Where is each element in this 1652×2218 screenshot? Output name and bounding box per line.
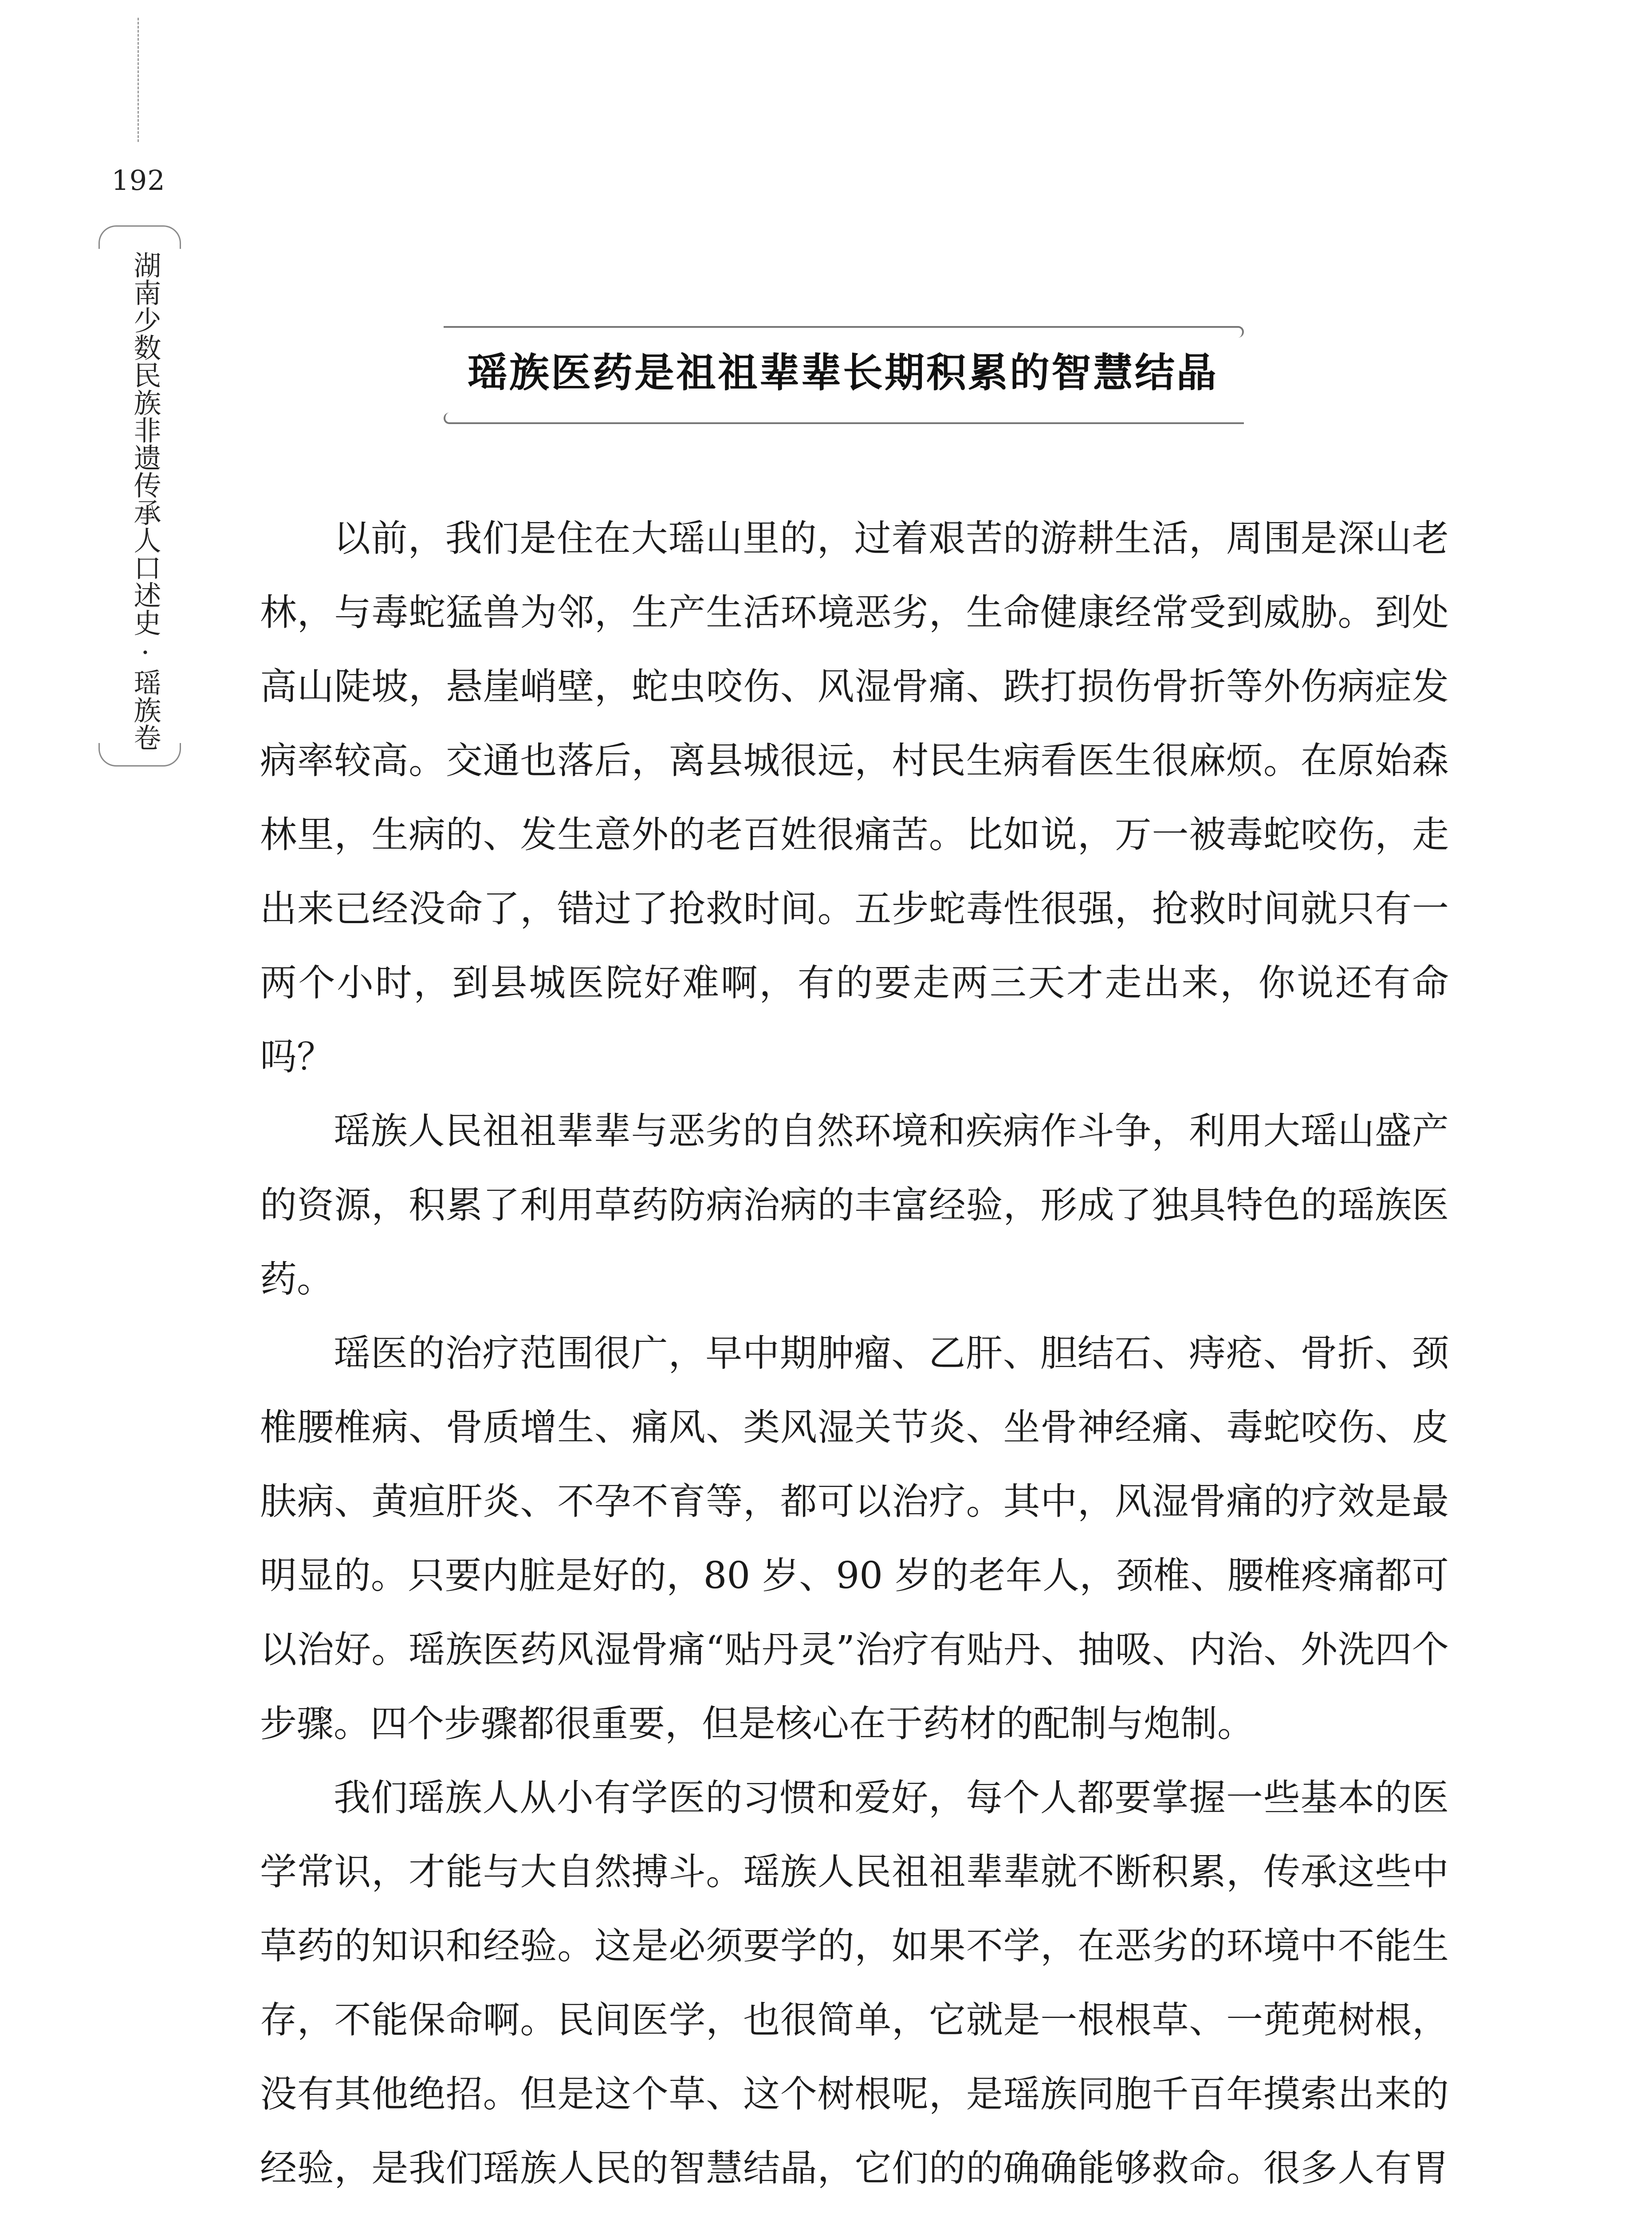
- paragraph: 以前，我们是住在大瑶山里的，过着艰苦的游耕生活，周围是深山老林，与毒蛇猛兽为邻，生产生活环境恶劣，生命健康经常受到威胁。到处高山陡坡，悬崖峭壁，蛇虫咬伤、风湿骨痛、跌打损伤骨折等外伤病症发病率较高。交通也落后，离县城很远，村民生病看医生很麻烦。在原始森林里，生病的、发生意外的老百姓很痛苦。比如说，万一被毒蛇咬伤，走出来已经没命了，错过了抢救时间。五步蛇毒性很强，抢救时间就只有一两个小时，到县城医院好难啊，有的要走两三天才走出来，你说还有命吗？: [260, 517, 1449, 1078]
- running-head-frame: [94, 225, 183, 767]
- margin-dashed-line: [138, 18, 139, 142]
- running-head-book-title: 湖南少数民族非遗传承人口述史·瑶族卷: [129, 251, 161, 751]
- page-number: 192: [111, 164, 165, 197]
- chapter-title-decoration-top: [444, 326, 1244, 338]
- chapter-title-decoration-bottom: [444, 413, 1244, 424]
- running-head-bracket-top: [98, 225, 181, 249]
- paragraph: 瑶医的治疗范围很广，早中期肿瘤、乙肝、胆结石、痔疮、骨折、颈椎腰椎病、骨质增生、痛风、类风湿关节炎、坐骨神经痛、毒蛇咬伤、皮肤病、黄疸肝炎、不孕不育等，都可以治疗。其中，风湿骨痛的疗效是最明显的。只要内脏是好的，80 岁、90 岁的老年人，颈椎、腰椎疼痛都可以治好。瑶族医药风湿骨痛“贴丹灵”治疗有贴丹、抽吸、内治、外洗四个步骤。四个步骤都很重要，但是核心在于药材的配制与炮制。: [260, 1332, 1449, 1745]
- paragraph: 我们瑶族人从小有学医的习惯和爱好，每个人都要掌握一些基本的医学常识，才能与大自然搏斗。瑶族人民祖祖辈辈就不断积累，传承这些中草药的知识和经验。这是必须要学的，如果不学，在恶劣的环境中不能生存，不能保命啊。民间医学，也很简单，它就是一根根草、一蔸蔸树根，没有其他绝招。但是这个草、这个树根呢，是瑶族同胞千百年摸索出来的经验，是我们瑶族人民的智慧结晶，它们的的确确能够救命。很多人有胃: [260, 1776, 1449, 2190]
- running-head-bracket-bottom: [98, 743, 181, 767]
- body-text: [260, 501, 1449, 2218]
- chapter-title: 瑶族医药是祖祖辈辈长期积累的智慧结晶: [468, 349, 1218, 396]
- paragraph: 瑶族人民祖祖辈辈与恶劣的自然环境和疾病作斗争，利用大瑶山盛产的资源，积累了利用草药防病治病的丰富经验，形成了独具特色的瑶族医药。: [260, 1109, 1449, 1301]
